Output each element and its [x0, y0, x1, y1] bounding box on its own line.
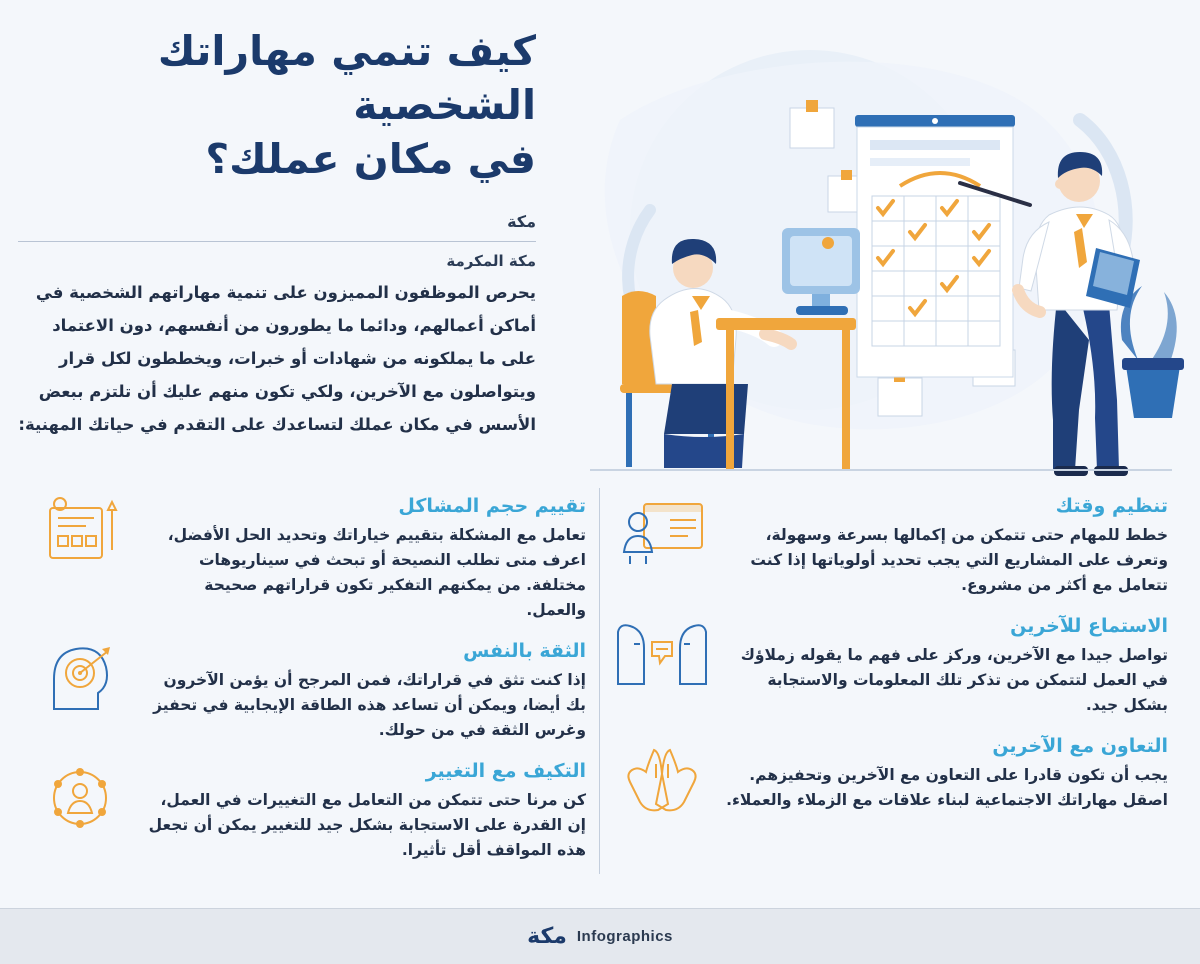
- page-title: [18, 24, 536, 186]
- footer-label: Infographics: [576, 928, 673, 945]
- tip-body: إذا كنت تثق في قراراتك، فمن المرجح أن يؤمن الآخرون بك أيضا، ويمكن أن تساعد هذه الطاقة الإيجابية في تحفيز وغرس الثقة في من حولك.: [153, 670, 586, 740]
- office-teamwork-illustration: [560, 0, 1200, 480]
- page-title-line2: في مكان عملك؟: [205, 135, 536, 184]
- intro-paragraph: يحرص الموظفون المميزون على تنمية مهاراتهم الشخصية في أماكن أعمالهم، ودائما ما يطورون من أنفسهم، دون الاعتماد على ما يملكونه من شهادات أو خبرات، ويخططون لكل قرار ويتواصلون مع الآخرين، ولكي تكون منهم عليك أن تلتزم ببعض الأسس في مكان عملك لتساعدك على التقدم في حياتك المهنية:: [18, 283, 536, 435]
- person-network-circle-icon: [32, 759, 128, 837]
- tip-body: تواصل جيدا مع الآخرين، وركز على فهم ما يقوله زملاؤك في العمل لتتمكن من تذكر تلك المعلومات والاستجابة بشكل جيد.: [740, 645, 1168, 714]
- tip-title: تقييم حجم المشاكل: [398, 495, 586, 517]
- tip-item: [614, 734, 1168, 813]
- tip-body: خطط للمهام حتى تتمكن من إكمالها بسرعة وسهولة، وتعرف على المشاريع التي يجب تحديد أولوياتها إذا كنت تتعامل مع أكثر من مشروع.: [750, 525, 1168, 594]
- tips-column-left: [18, 494, 600, 908]
- makkah-logo: مكة: [527, 924, 567, 949]
- tip-body: يجب أن تكون قادرا على التعاون مع الآخرين وتحفيزهم. اصقل مهاراتك الاجتماعية لبناء علاقات مع الزملاء والعملاء.: [726, 765, 1168, 809]
- tips-column-right: [600, 494, 1182, 908]
- tip-title: التكيف مع التغيير: [425, 760, 586, 783]
- tip-body: تعامل مع المشكلة بتقييم خياراتك وتحديد الحل الأفضل، اعرف متى تطلب النصيحة أو تبحث في سيناريوهات مختلفة. من يمكنهم التفكير تكون قراراتهم صحيحة والعمل.: [167, 525, 586, 620]
- two-hands-collaboration-icon: [614, 734, 710, 812]
- document-checklist-icon: [32, 494, 128, 572]
- tip-title: تنظيم وقتك: [1055, 495, 1168, 517]
- two-heads-talking-icon: [614, 614, 710, 692]
- headline-column: [0, 0, 560, 480]
- tip-item: [32, 759, 586, 863]
- city-label: مكة: [507, 212, 536, 232]
- tip-item: [32, 494, 586, 623]
- head-target-arrow-icon: [32, 639, 128, 717]
- header-section: [0, 0, 1200, 480]
- tip-item: [614, 614, 1168, 718]
- tip-item: [614, 494, 1168, 598]
- column-divider: [599, 488, 600, 874]
- header-divider: [18, 241, 536, 242]
- tip-title: الثقة بالنفس: [463, 640, 586, 663]
- tip-body: كن مرنا حتى تتمكن من التعامل مع التغييرات في العمل، إن القدرة على الاستجابة بشكل جيد للتغيير يمكن أن تجعل هذه المواقف أقل تأثيرا.: [148, 790, 586, 860]
- tips-section: [0, 480, 1200, 908]
- tip-title: التعاون مع الآخرين: [992, 735, 1168, 758]
- tip-title: الاستماع للآخرين: [1010, 615, 1168, 638]
- page-title-line1: كيف تنمي مهاراتك الشخصية: [157, 27, 536, 130]
- presentation-board-icon: [614, 494, 710, 572]
- city-sub-label: مكة المكرمة: [446, 252, 536, 271]
- tip-item: [32, 639, 586, 743]
- footer-bar: [0, 908, 1200, 964]
